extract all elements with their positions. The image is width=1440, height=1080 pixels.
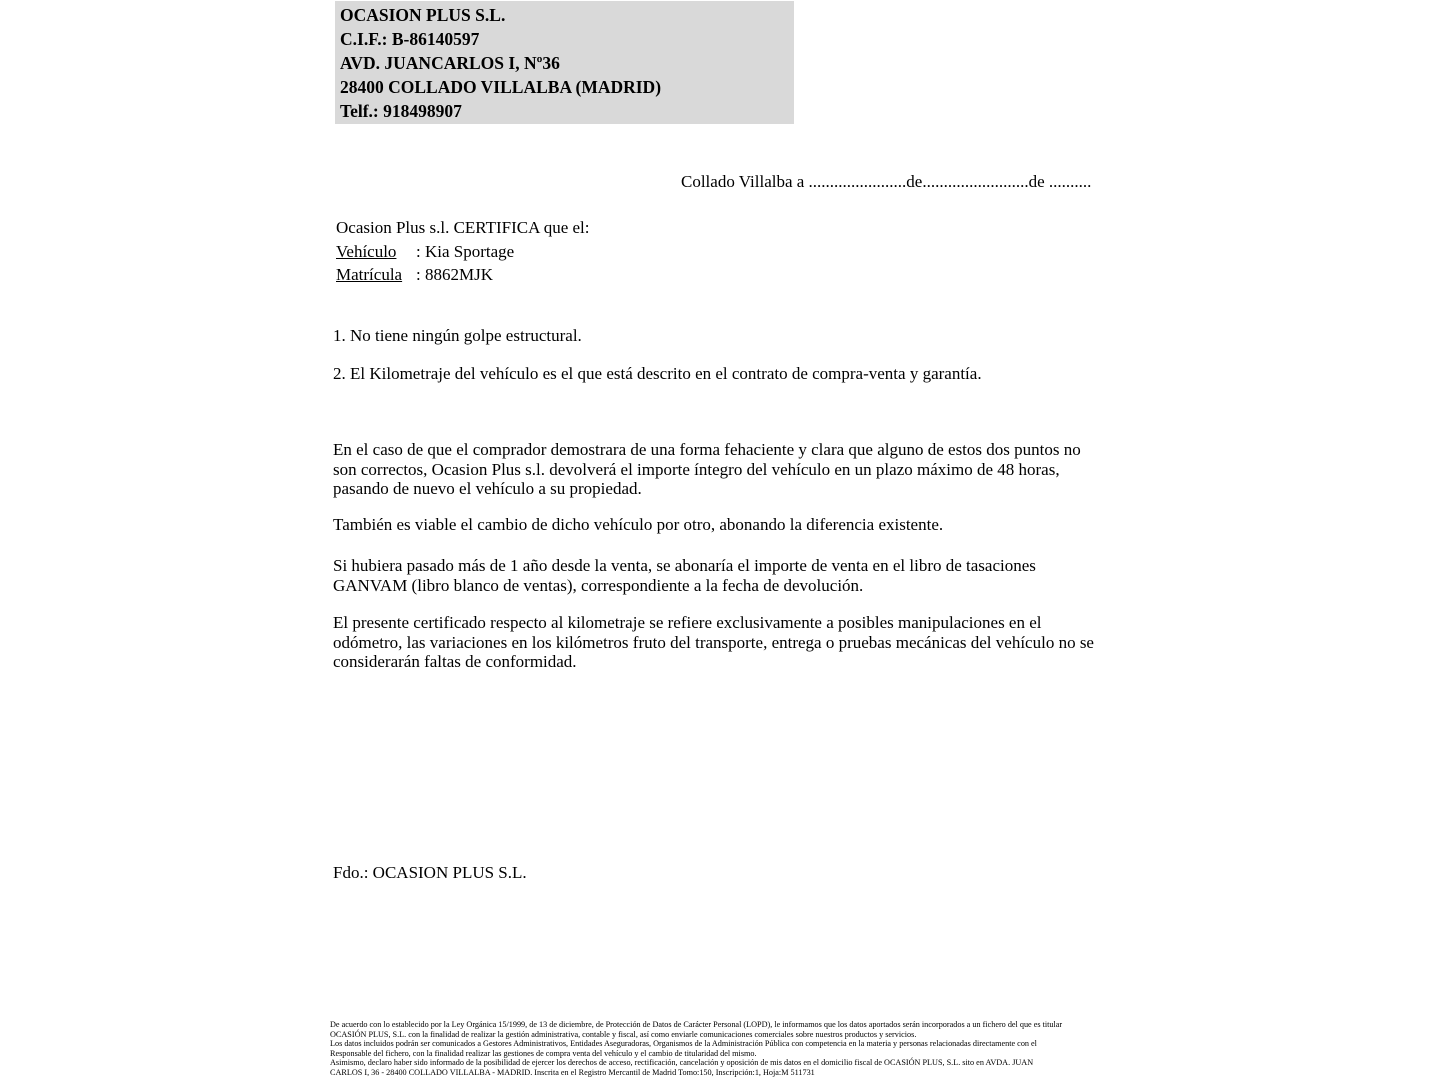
plate-value: 8862MJK (424, 265, 493, 284)
company-header-box (335, 1, 794, 124)
date-line: Collado Villalba a .......................de.........................de .......... (681, 172, 1092, 191)
paragraph-ganvam-valuation: Si hubiera pasado más de 1 año desde la venta, se abonaría el importe de venta en el libro de tasaciones GANVAM (libro blanco de ventas), correspondiente a la fecha de devolución. (333, 556, 1036, 595)
numbered-point-2: 2. El Kilometraje del vehículo es el que está descrito en el contrato de compra-venta y garantía. (333, 364, 982, 383)
vehicle-label: Vehículo (336, 241, 397, 261)
legal-footer (330, 1020, 1062, 1077)
plate-label: Matrícula (336, 265, 403, 284)
certification-block (336, 216, 590, 287)
paragraph-exchange-option: También es viable el cambio de dicho vehículo por otro, abonando la diferencia existente. (333, 515, 944, 534)
legal-footer-line: De acuerdo con lo establecido por la Ley Orgánica 15/1999, de 13 de diciembre, de Protección de Datos de Carácter Personal (LOPD), le informamos que los datos aportados serán incorporados a un fichero del que es titular (330, 1020, 1063, 1029)
signature-line: Fdo.: OCASION PLUS S.L. (333, 863, 527, 882)
plate-separator: : (416, 265, 421, 284)
vehicle-separator: : (416, 241, 421, 261)
company-cif: C.I.F.: B-86140597 (340, 29, 480, 49)
company-name: OCASION PLUS S.L. (340, 5, 506, 25)
vehicle-value: Kia Sportage (424, 241, 515, 261)
legal-footer-line: OCASIÓN PLUS, S.L. con la finalidad de realizar la gestión administrativa, contable y fiscal, así como enviarle comunicaciones comerciales sobre nuestros productos y servicios. (330, 1029, 917, 1039)
vehicle-field (336, 240, 590, 264)
paragraph-refund-policy: En el caso de que el comprador demostrara de una forma fehaciente y clara que alguno de estos dos puntos no son correctos, Ocasion Plus s.l. devolverá el importe íntegro del vehículo en un plazo máximo de 48 horas, pasando de nuevo el vehículo a su propiedad. (333, 440, 1081, 499)
company-city: 28400 COLLADO VILLALBA (MADRID) (340, 77, 662, 97)
plate-field (336, 263, 590, 287)
legal-footer-line: Responsable del fichero, con la finalidad realizar las gestiones de compra venta del vehículo y el cambio de titularidad del mismo. (330, 1048, 757, 1058)
legal-footer-line: Asimismo, declaro haber sido informado de la posibilidad de ejercer los derechos de acceso, rectificación, cancelación y oposición de mis datos en el domicilio fiscal de OCASIÓN PLUS, S.L. sito en AVDA. JUAN (330, 1058, 1034, 1068)
paragraph-odometer-disclaimer: El presente certificado respecto al kilometraje se refiere exclusivamente a posibles manipulaciones en el odómetro, las variaciones en los kilómetros fruto del transporte, entrega o pruebas mecánicas del vehículo no se considerarán faltas de conformidad. (333, 613, 1094, 672)
numbered-point-1: 1. No tiene ningún golpe estructural. (333, 326, 582, 345)
legal-footer-line: CARLOS I, 36 - 28400 COLLADO VILLALBA - MADRID. Inscrita en el Registro Mercantil de Madrid Tomo:150, Inscripción:1, Hoja:M 511731 (330, 1067, 815, 1077)
legal-footer-line: Los datos incluidos podrán ser comunicados a Gestores Administrativos, Entidades Aseguradoras, Organismos de la Administración Pública con competencia en la materia y personas relacionadas directamente con el (330, 1039, 1037, 1049)
company-address: AVD. JUANCARLOS I, Nº36 (340, 53, 560, 73)
certification-intro: Ocasion Plus s.l. CERTIFICA que el: (336, 218, 590, 237)
company-phone: Telf.: 918498907 (340, 101, 462, 121)
